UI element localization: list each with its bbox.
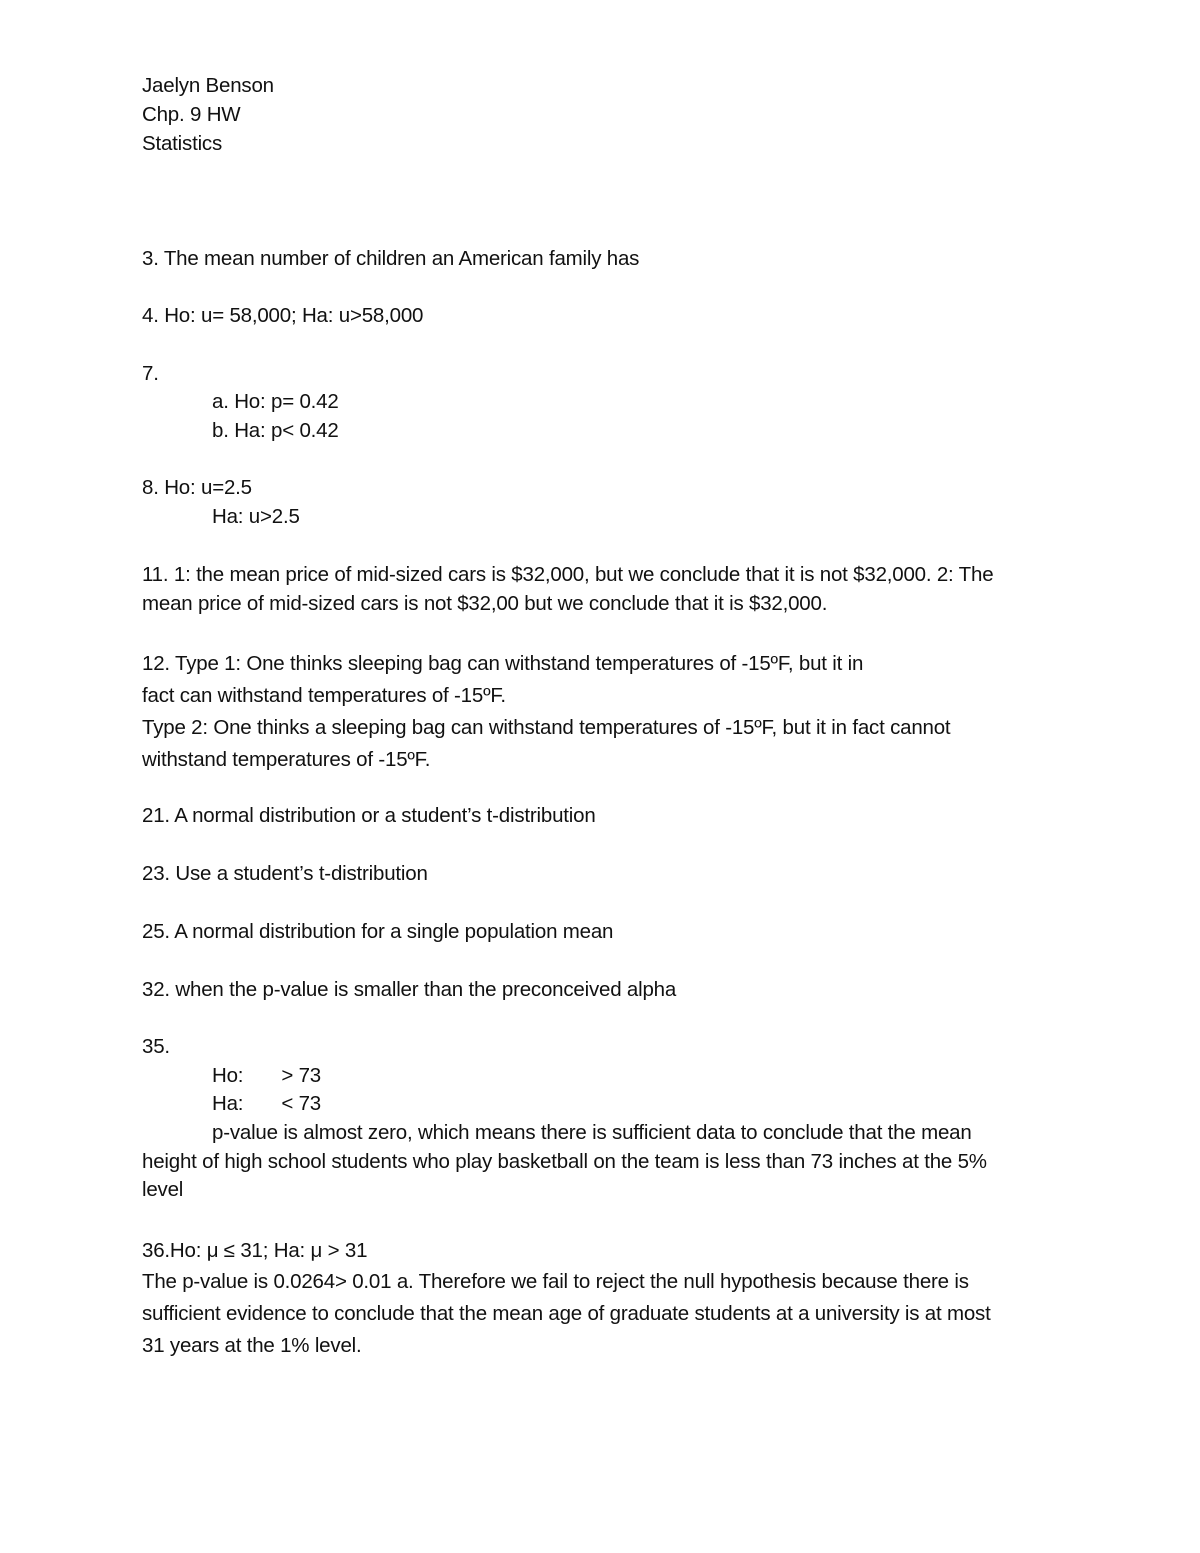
answer-12-line3: Type 2: One thinks a sleeping bag can withstand temperatures of -15ºF, but it in fact cannot [142, 716, 951, 739]
answer-36-line2: The p-value is 0.0264> 0.01 a. Therefore we fail to reject the null hypothesis because there is [142, 1270, 969, 1293]
answer-12-line2: fact can withstand temperatures of -15ºF. [142, 684, 506, 707]
answer-35-line3: level [142, 1178, 184, 1201]
answer-23: 23. Use a student’s t-distribution [142, 862, 428, 885]
answer-21: 21. A normal distribution or a student’s t-distribution [142, 804, 596, 827]
answer-25: 25. A normal distribution for a single population mean [142, 920, 614, 943]
alt-hypothesis-label: Ha: [212, 1092, 244, 1115]
answer-7a: a. Ho: p= 0.42 [212, 390, 339, 413]
null-hypothesis-value: > 73 [281, 1064, 321, 1087]
course-name: Statistics [142, 132, 223, 155]
answer-12-line1: 12. Type 1: One thinks sleeping bag can withstand temperatures of -15ºF, but it in [142, 652, 864, 675]
answer-35-null [212, 1062, 321, 1090]
answer-36-line4: 31 years at the 1% level. [142, 1334, 362, 1357]
assignment-title: Chp. 9 HW [142, 103, 241, 126]
answer-35-line2: height of high school students who play basketball on the team is less than 73 inches at the 5% [142, 1150, 987, 1173]
answer-32: 32. when the p-value is smaller than the preconceived alpha [142, 978, 677, 1001]
answer-36-line1: 36.Ho: μ ≤ 31; Ha: μ > 31 [142, 1239, 368, 1262]
alt-hypothesis-value: < 73 [281, 1092, 321, 1115]
answer-7-number: 7. [142, 362, 159, 385]
answer-4: 4. Ho: u= 58,000; Ha: u>58,000 [142, 304, 424, 327]
answer-11-line1: 11. 1: the mean price of mid-sized cars is $32,000, but we conclude that it is not $32,000. 2: The [142, 563, 994, 586]
answer-36-line3: sufficient evidence to conclude that the mean age of graduate students at a university is at most [142, 1302, 991, 1325]
student-name: Jaelyn Benson [142, 74, 274, 97]
answer-12-line4: withstand temperatures of -15ºF. [142, 748, 431, 771]
answer-8-null: 8. Ho: u=2.5 [142, 476, 252, 499]
answer-35-line1: p-value is almost zero, which means there is sufficient data to conclude that the mean [212, 1121, 972, 1144]
answer-11-line2: mean price of mid-sized cars is not $32,00 but we conclude that it is $32,000. [142, 592, 828, 615]
answer-8-alt: Ha: u>2.5 [212, 505, 300, 528]
answer-35-alt [212, 1090, 321, 1118]
answer-35-number: 35. [142, 1035, 170, 1058]
null-hypothesis-label: Ho: [212, 1064, 244, 1087]
answer-7b: b. Ha: p< 0.42 [212, 419, 339, 442]
answer-3: 3. The mean number of children an American family has [142, 247, 640, 270]
